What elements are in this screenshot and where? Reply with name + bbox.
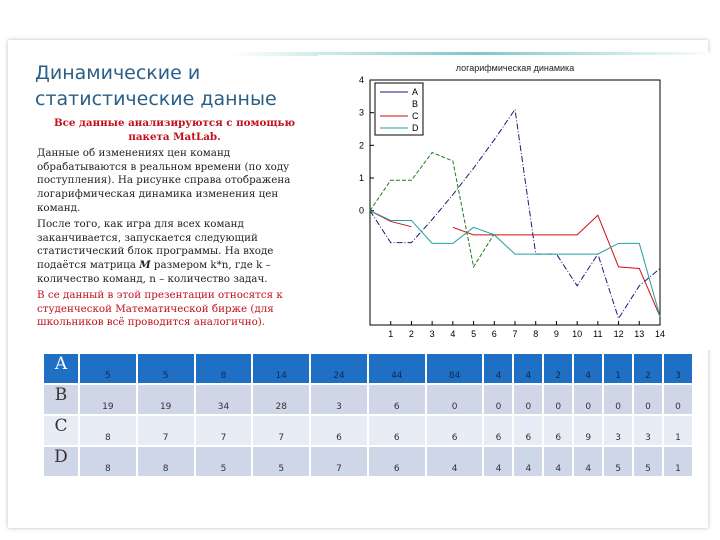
table-cell: 7 xyxy=(311,447,367,476)
table-cell: 6 xyxy=(369,447,425,476)
table-cell: 34 xyxy=(196,385,252,414)
table-cell: 7 xyxy=(253,416,309,445)
x-tick-label: 13 xyxy=(634,329,645,339)
table-cell: 5 xyxy=(80,354,136,383)
table-cell: 2 xyxy=(634,354,662,383)
table-cell: 7 xyxy=(138,416,194,445)
table-cell: 3 xyxy=(664,354,692,383)
body-heading: Все данные анализируются с помощью пакета MatLab. xyxy=(53,117,296,143)
x-tick-label: 9 xyxy=(553,329,559,339)
slide-body xyxy=(37,117,312,333)
body-paragraph-3: В се данный в этой презентации относятся к студенческой Математической бирже (для школьников всё проводится аналогично). xyxy=(37,289,283,329)
table-cell: 4 xyxy=(484,354,512,383)
data-table xyxy=(42,352,694,478)
table-cell: 5 xyxy=(604,447,632,476)
y-tick-label: 3 xyxy=(358,107,364,118)
table-cell: 0 xyxy=(514,385,542,414)
table-cell: 4 xyxy=(514,447,542,476)
x-tick-label: 5 xyxy=(471,329,477,339)
table-cell: 4 xyxy=(574,354,602,383)
x-tick-label: 11 xyxy=(593,329,603,339)
table-cell: 6 xyxy=(369,385,425,414)
table-cell: 0 xyxy=(604,385,632,414)
chart-title: логарифмическая динамика xyxy=(455,63,575,73)
body-paragraph-2 xyxy=(37,218,312,286)
x-tick-label: 1 xyxy=(388,329,394,339)
table-cell: 24 xyxy=(311,354,367,383)
table-cell: 28 xyxy=(253,385,309,414)
x-tick-label: 2 xyxy=(408,329,414,339)
p2-end: размером k*n, где k – количество команд, n – количество задач. xyxy=(37,258,271,285)
x-tick-label: 7 xyxy=(512,329,518,339)
log-dynamics-chart xyxy=(318,55,720,350)
table-cell: 7 xyxy=(196,416,252,445)
table-cell: 3 xyxy=(634,416,662,445)
table-cell: 5 xyxy=(253,447,309,476)
table-cell: 1 xyxy=(604,354,632,383)
table-cell: 5 xyxy=(634,447,662,476)
table-cell: 6 xyxy=(311,416,367,445)
legend-label: B xyxy=(412,99,419,109)
legend-label: D xyxy=(412,123,419,133)
y-tick-label: 0 xyxy=(358,205,364,216)
table-cell: 0 xyxy=(574,385,602,414)
table-cell: 8 xyxy=(138,447,194,476)
table-cell: 84 xyxy=(427,354,483,383)
series-line-D xyxy=(370,211,660,317)
table-cell: 0 xyxy=(634,385,662,414)
table-cell: 0 xyxy=(544,385,572,414)
y-tick-label: 2 xyxy=(358,140,364,151)
table-cell: 0 xyxy=(484,385,512,414)
slide-title: Динамические и статистические данные xyxy=(35,62,277,110)
x-tick-label: 8 xyxy=(533,329,539,339)
table-cell: 19 xyxy=(138,385,194,414)
table-cell: 5 xyxy=(196,447,252,476)
y-tick-label: 4 xyxy=(358,75,364,85)
table-row xyxy=(44,385,692,414)
table-row xyxy=(44,416,692,445)
table-cell: 8 xyxy=(196,354,252,383)
table-cell: 0 xyxy=(427,385,483,414)
table-cell: 44 xyxy=(369,354,425,383)
table-cell: 5 xyxy=(138,354,194,383)
series-line-A xyxy=(370,109,660,318)
legend-label: C xyxy=(412,111,419,121)
table-cell: 4 xyxy=(544,447,572,476)
x-tick-label: 12 xyxy=(613,329,624,339)
table-cell: 2 xyxy=(544,354,572,383)
table-cell: 19 xyxy=(80,385,136,414)
table-cell: 0 xyxy=(664,385,692,414)
x-tick-label: 10 xyxy=(572,329,583,339)
table-cell: 4 xyxy=(514,354,542,383)
legend-label: A xyxy=(412,87,419,97)
row-label: C xyxy=(44,416,78,445)
table-row xyxy=(44,354,692,383)
table-cell: 14 xyxy=(253,354,309,383)
x-tick-label: 14 xyxy=(654,329,666,339)
table-cell: 6 xyxy=(514,416,542,445)
table-cell: 8 xyxy=(80,416,136,445)
chart-image xyxy=(318,55,720,350)
x-tick-label: 4 xyxy=(450,329,456,339)
table-cell: 6 xyxy=(427,416,483,445)
table-cell: 3 xyxy=(604,416,632,445)
row-label: A xyxy=(44,354,78,383)
body-paragraph-1: Данные об изменениях цен команд обрабатываются в реальном времени (по ходу поступления). На рисунке справа отображена логарифмическая динамика изменения цен команд. xyxy=(37,147,291,214)
x-tick-label: 3 xyxy=(429,329,435,339)
row-label: D xyxy=(44,447,78,476)
table-cell: 3 xyxy=(311,385,367,414)
table-cell: 4 xyxy=(574,447,602,476)
matrix-symbol: M xyxy=(139,258,151,271)
table-cell: 1 xyxy=(664,447,692,476)
p2-start: После того, как игра для всех команд заканчивается, запускается следующий статистический блок программы. На входе подаётся матрица xyxy=(37,218,274,271)
y-tick-label: 1 xyxy=(358,173,364,183)
table-cell: 6 xyxy=(544,416,572,445)
series-line-B xyxy=(370,153,494,267)
table-cell: 4 xyxy=(484,447,512,476)
x-tick-label: 6 xyxy=(491,329,497,339)
table-cell: 9 xyxy=(574,416,602,445)
table-cell: 8 xyxy=(80,447,136,476)
table-row xyxy=(44,447,692,476)
table-cell: 6 xyxy=(369,416,425,445)
table-cell: 1 xyxy=(664,416,692,445)
table-cell: 4 xyxy=(427,447,483,476)
row-label: B xyxy=(44,385,78,414)
table-cell: 6 xyxy=(484,416,512,445)
